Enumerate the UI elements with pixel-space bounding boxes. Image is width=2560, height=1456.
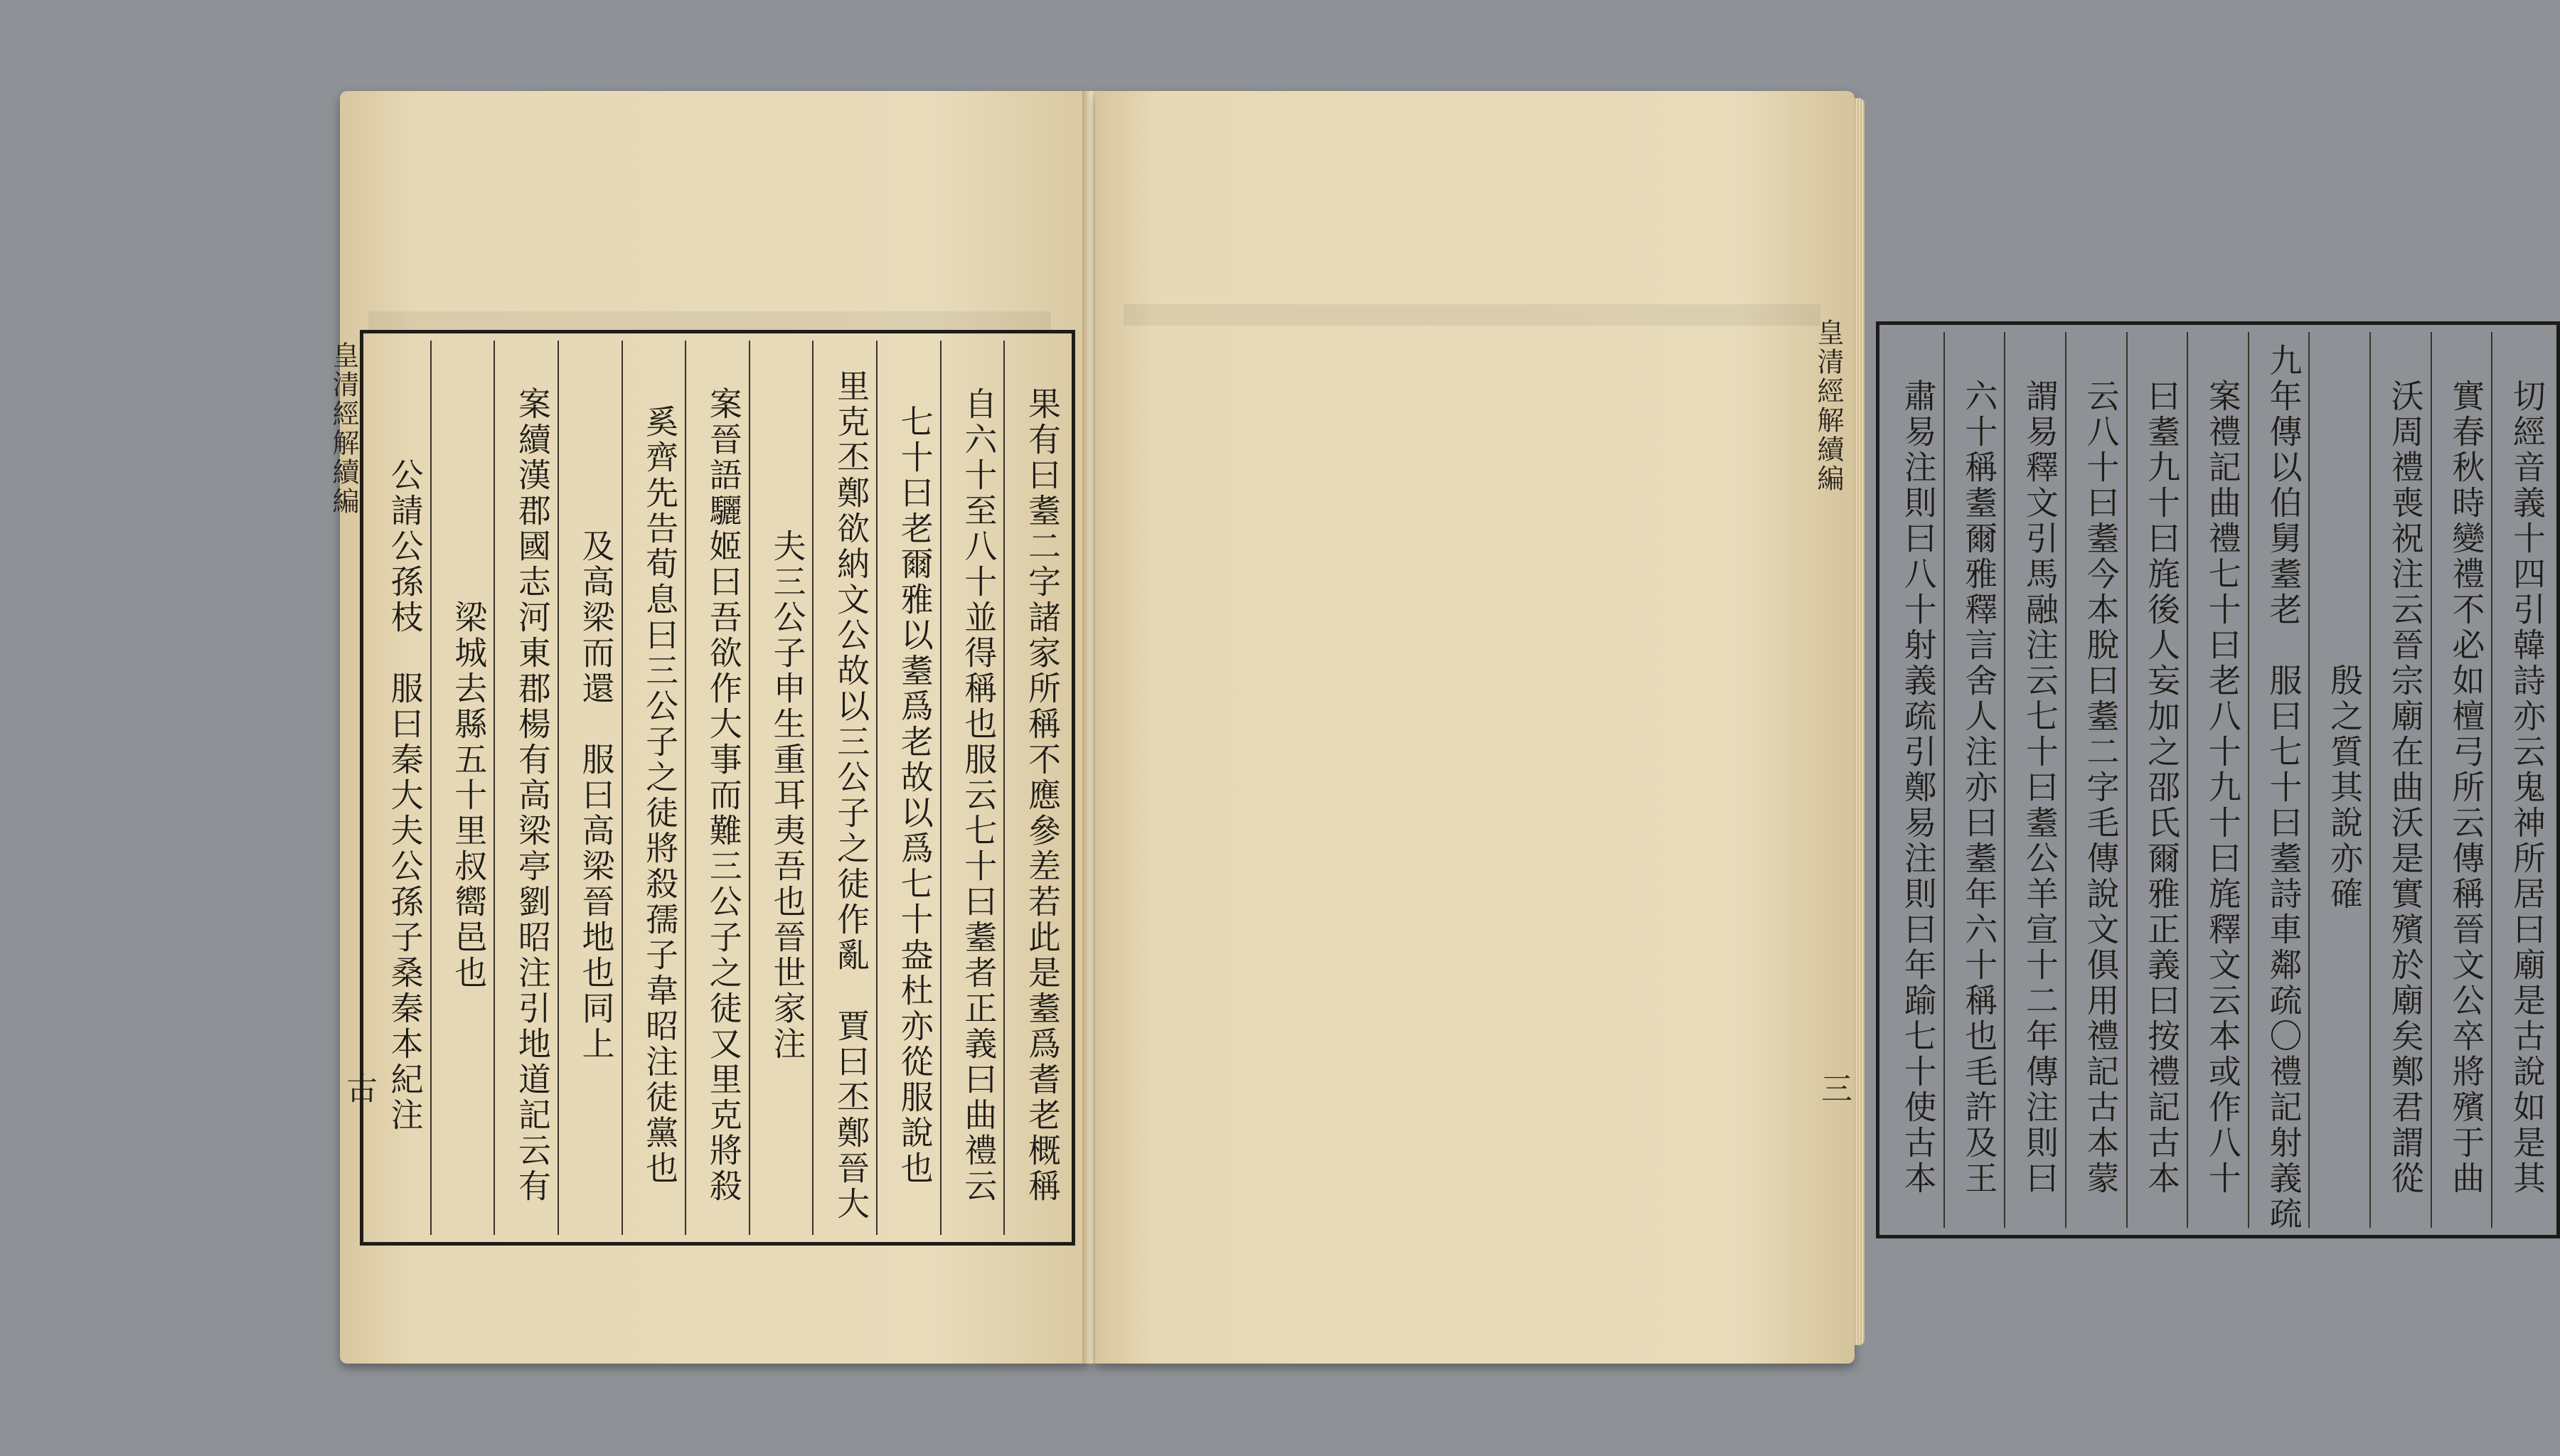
right-text-frame — [1876, 321, 2560, 1238]
right-page-text-column: 肅易注則曰八十射義疏引鄭易注則曰年踰七十使古本 — [1899, 379, 1938, 1197]
left-page-text-column: 果有曰耋二字諸家所稱不應參差若此是耋爲耆老概稱 — [1003, 341, 1067, 1235]
right-page-text-column: 曰耋九十曰旄後人妄加之邵氏爾雅正義曰按禮記古本 — [2126, 332, 2187, 1228]
right-page-text-column: 切經音義十四引韓詩亦云鬼神所居曰廟是古說如是其 — [2491, 332, 2552, 1228]
left-margin-title: 皇清經解續編 — [328, 341, 359, 516]
left-page-text-column: 公請公孫枝 服曰秦大夫公孫子桑秦本紀注 — [385, 458, 425, 1133]
left-page-text-column: 里克丕鄭欲納文公故以三公子之徒作亂 賈曰丕鄭晉大 — [812, 341, 876, 1235]
right-page-text-column: 云八十曰耋今本脫曰耋二字毛傳說文俱用禮記古本蒙 — [2065, 332, 2126, 1228]
right-page-text-column: 殷之質其說亦確 — [2308, 332, 2369, 1228]
left-page-number: 古 — [341, 1072, 377, 1103]
right-margin-title: 皇清經解續編 — [1813, 318, 1844, 493]
left-page-text-column: 奚齊先告荀息曰三公子之徒將殺孺子韋昭注徒黨也 — [622, 341, 686, 1235]
right-page-text-column: 案禮記曲禮七十曰老八十九十曰旄釋文云本或作八十 — [2187, 332, 2248, 1228]
right-page-text-column: 九年傳以伯舅耋老 服曰七十曰耋詩車鄰疏〇禮記射義疏 — [2248, 332, 2309, 1228]
right-page-text-column: 沃周禮喪祝注云晉宗廟在曲沃是實殯於廟矣鄭君謂從 — [2369, 332, 2431, 1228]
left-page-text-column: 夫三公子申生重耳夷吾也晉世家注 — [749, 341, 813, 1235]
right-page-number: 三 — [1815, 1072, 1852, 1103]
page-edge — [1855, 98, 1865, 1345]
left-text-frame — [360, 330, 1075, 1246]
left-page-text-column: 案續漢郡國志河東郡楊有高梁亭劉昭注引地道記云有 — [494, 341, 558, 1235]
right-page-text-column: 謂易釋文引馬融注云七十曰耋公羊宣十二年傳注則曰 — [2004, 332, 2065, 1228]
left-page — [328, 91, 1088, 1364]
open-book — [328, 91, 2546, 1364]
left-page-text-column: 及高梁而還 服曰高梁晉地也同上 — [558, 341, 622, 1235]
right-page-text-column: 實春秋時變禮不必如檀弓所云傳稱晉文公卒將殯于曲 — [2431, 332, 2492, 1228]
right-page-text-column: 六十稱耋爾雅釋言舍人注亦曰耋年六十稱也毛許及王 — [1943, 332, 2005, 1228]
left-page-text-column: 七十曰老爾雅以耋爲老故以爲七十盎杜亦從服說也 — [876, 341, 940, 1235]
left-page-text-column: 梁城去縣五十里叔嚮邑也 — [430, 341, 494, 1235]
left-page-text-column: 自六十至八十並得稱也服云七十曰耋者正義曰曲禮云 — [940, 341, 1004, 1235]
right-page — [1095, 91, 2546, 1364]
left-page-text-column: 案晉語驪姬曰吾欲作大事而難三公子之徒又里克將殺 — [685, 341, 749, 1235]
